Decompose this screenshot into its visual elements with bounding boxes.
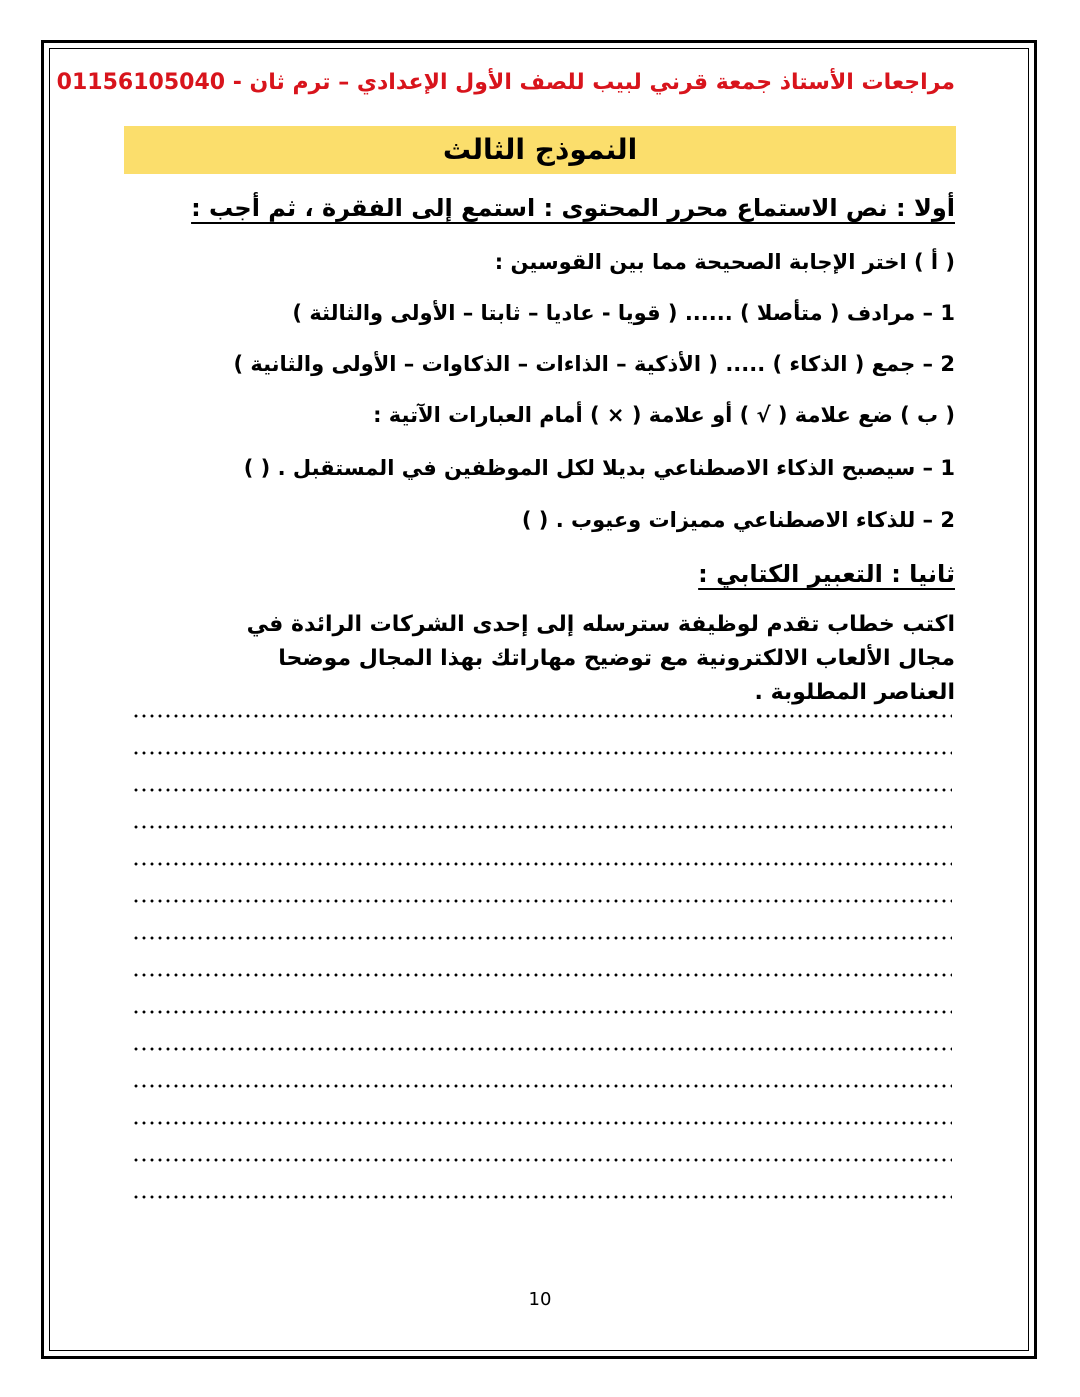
answer-line	[132, 973, 952, 977]
part-a-question-1: 1 – مرادف ( متأصلا ) ...... ( قويا - عاديا – ثابتا – الأولى والثالثة )	[292, 301, 955, 325]
part-a-question-2: 2 – جمع ( الذكاء ) ..... ( الأذكية – الذاءات – الذكاوات – الأولى والثانية )	[233, 352, 955, 376]
page-number: 10	[528, 1289, 552, 1310]
section-1-heading: أولا : نص الاستماع محرر المحتوى : استمع إلى الفقرة ، ثم أجب :	[191, 194, 955, 222]
answer-line	[132, 1047, 952, 1051]
answer-line	[132, 1121, 952, 1125]
part-b-statement-1: 1 – سيصبح الذكاء الاصطناعي بديلا لكل الموظفين في المستقبل . ( )	[243, 456, 955, 480]
writing-task: اكتب خطاب تقدم لوظيفة سترسله إلى إحدى الشركات الرائدة في مجال الألعاب الالكترونية مع توضيح مهاراتك بهذا المجال موضحا العناصر المطلوبة .	[246, 612, 955, 705]
answer-line	[132, 751, 952, 755]
answer-line	[132, 1195, 952, 1199]
section-2-heading: ثانيا : التعبير الكتابي :	[698, 560, 955, 588]
answer-line	[132, 714, 952, 718]
part-b-instruction: ( ب ) ضع علامة ( √ ) أو علامة ( × ) أمام العبارات الآتية :	[373, 403, 955, 427]
model-title-banner	[124, 126, 956, 174]
answer-line	[132, 788, 952, 792]
page-header: مراجعات الأستاذ جمعة قرني لبيب للصف الأول الإعدادي – ترم ثان - 01156105040	[56, 70, 955, 95]
answer-line	[132, 899, 952, 903]
answer-line	[132, 862, 952, 866]
answer-line	[132, 1010, 952, 1014]
answer-line	[132, 825, 952, 829]
answer-line	[132, 936, 952, 940]
part-b-statement-2: 2 – للذكاء الاصطناعي مميزات وعيوب . ( )	[521, 508, 955, 532]
model-title: النموذج الثالث	[442, 133, 638, 166]
answer-line	[132, 1084, 952, 1088]
part-a-instruction: ( أ ) اختر الإجابة الصحيحة مما بين القوسين :	[494, 250, 955, 274]
answer-line	[132, 1158, 952, 1162]
